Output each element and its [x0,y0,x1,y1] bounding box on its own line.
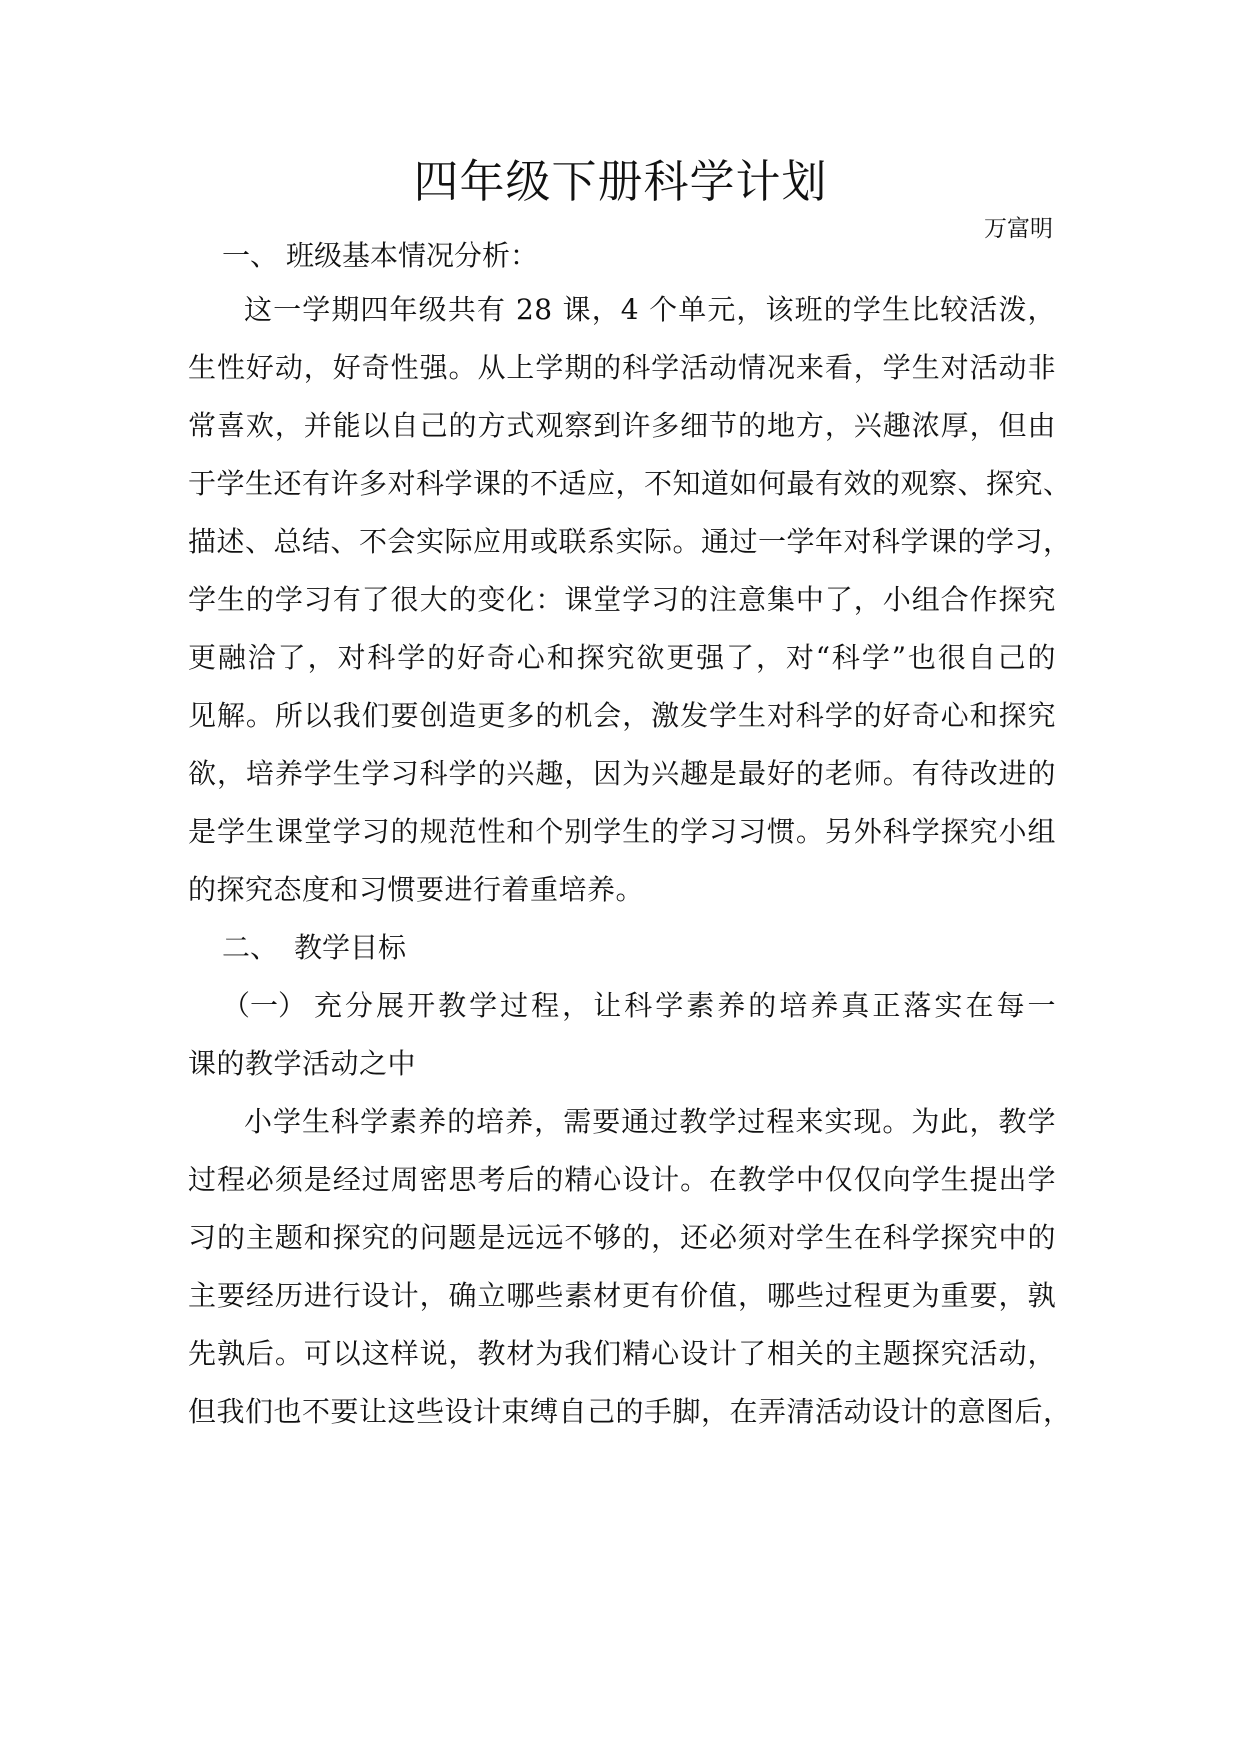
section-heading-2 [222,928,406,968]
subsection-title-continued: 课的教学活动之中 [188,1047,417,1080]
section-title: 教学目标 [294,931,407,964]
subsection-number: （一） [222,989,307,1022]
paragraph-line: 是学生课堂学习的规范性和个别学生的学习习惯。另外科学探究小组 [188,815,1056,848]
paragraph-line: 学生的学习有了很大的变化：课堂学习的注意集中了，小组合作探究 [188,583,1056,616]
document-title: 四年级下册科学计划 [413,155,828,208]
paragraph-line: 描述、总结、不会实际应用或联系实际。通过一学年对科学课的学习， [188,525,1072,558]
section-title: 班级基本情况分析： [286,239,539,272]
section-heading-1 [222,236,538,276]
paragraph-line: 习的主题和探究的问题是远远不够的，还必须对学生在科学探究中的 [188,1221,1056,1254]
paragraph-line: 主要经历进行设计，确立哪些素材更有价值，哪些过程更为重要，孰 [188,1279,1056,1312]
paragraph-line: 这一学期四年级共有 28 课，4 个单元，该班的学生比较活泼， [244,293,1056,326]
author-name: 万富明 [984,216,1053,242]
section-number: 二、 [222,931,279,964]
paragraph-line: 常喜欢，并能以自己的方式观察到许多细节的地方，兴趣浓厚，但由 [188,409,1056,442]
paragraph-line: 生性好动，好奇性强。从上学期的科学活动情况来看，学生对活动非 [188,351,1056,384]
paragraph-line: 过程必须是经过周密思考后的精心设计。在教学中仅仅向学生提出学 [188,1163,1056,1196]
paragraph-line: 的探究态度和习惯要进行着重培养。 [188,873,645,906]
paragraph-line: 见解。所以我们要创造更多的机会，激发学生对科学的好奇心和探究 [188,699,1056,732]
section-number: 一、 [222,239,279,272]
paragraph-line: 小学生科学素养的培养，需要通过教学过程来实现。为此，教学 [244,1105,1056,1138]
paragraph-line: 但我们也不要让这些设计束缚自己的手脚，在弄清活动设计的意图后， [188,1395,1072,1428]
paragraph-line: 先孰后。可以这样说，教材为我们精心设计了相关的主题探究活动， [188,1337,1056,1370]
paragraph-line: 于学生还有许多对科学课的不适应，不知道如何最有效的观察、探究、 [188,467,1072,500]
subsection-first-line [222,986,1056,1026]
subsection-title: 充分展开教学过程，让科学素养的培养真正落实在每一 [314,989,1056,1022]
paragraph-line: 欲，培养学生学习科学的兴趣，因为兴趣是最好的老师。有待改进的 [188,757,1056,790]
paragraph-line: 更融洽了，对科学的好奇心和探究欲更强了，对“科学”也很自己的 [188,641,1056,674]
